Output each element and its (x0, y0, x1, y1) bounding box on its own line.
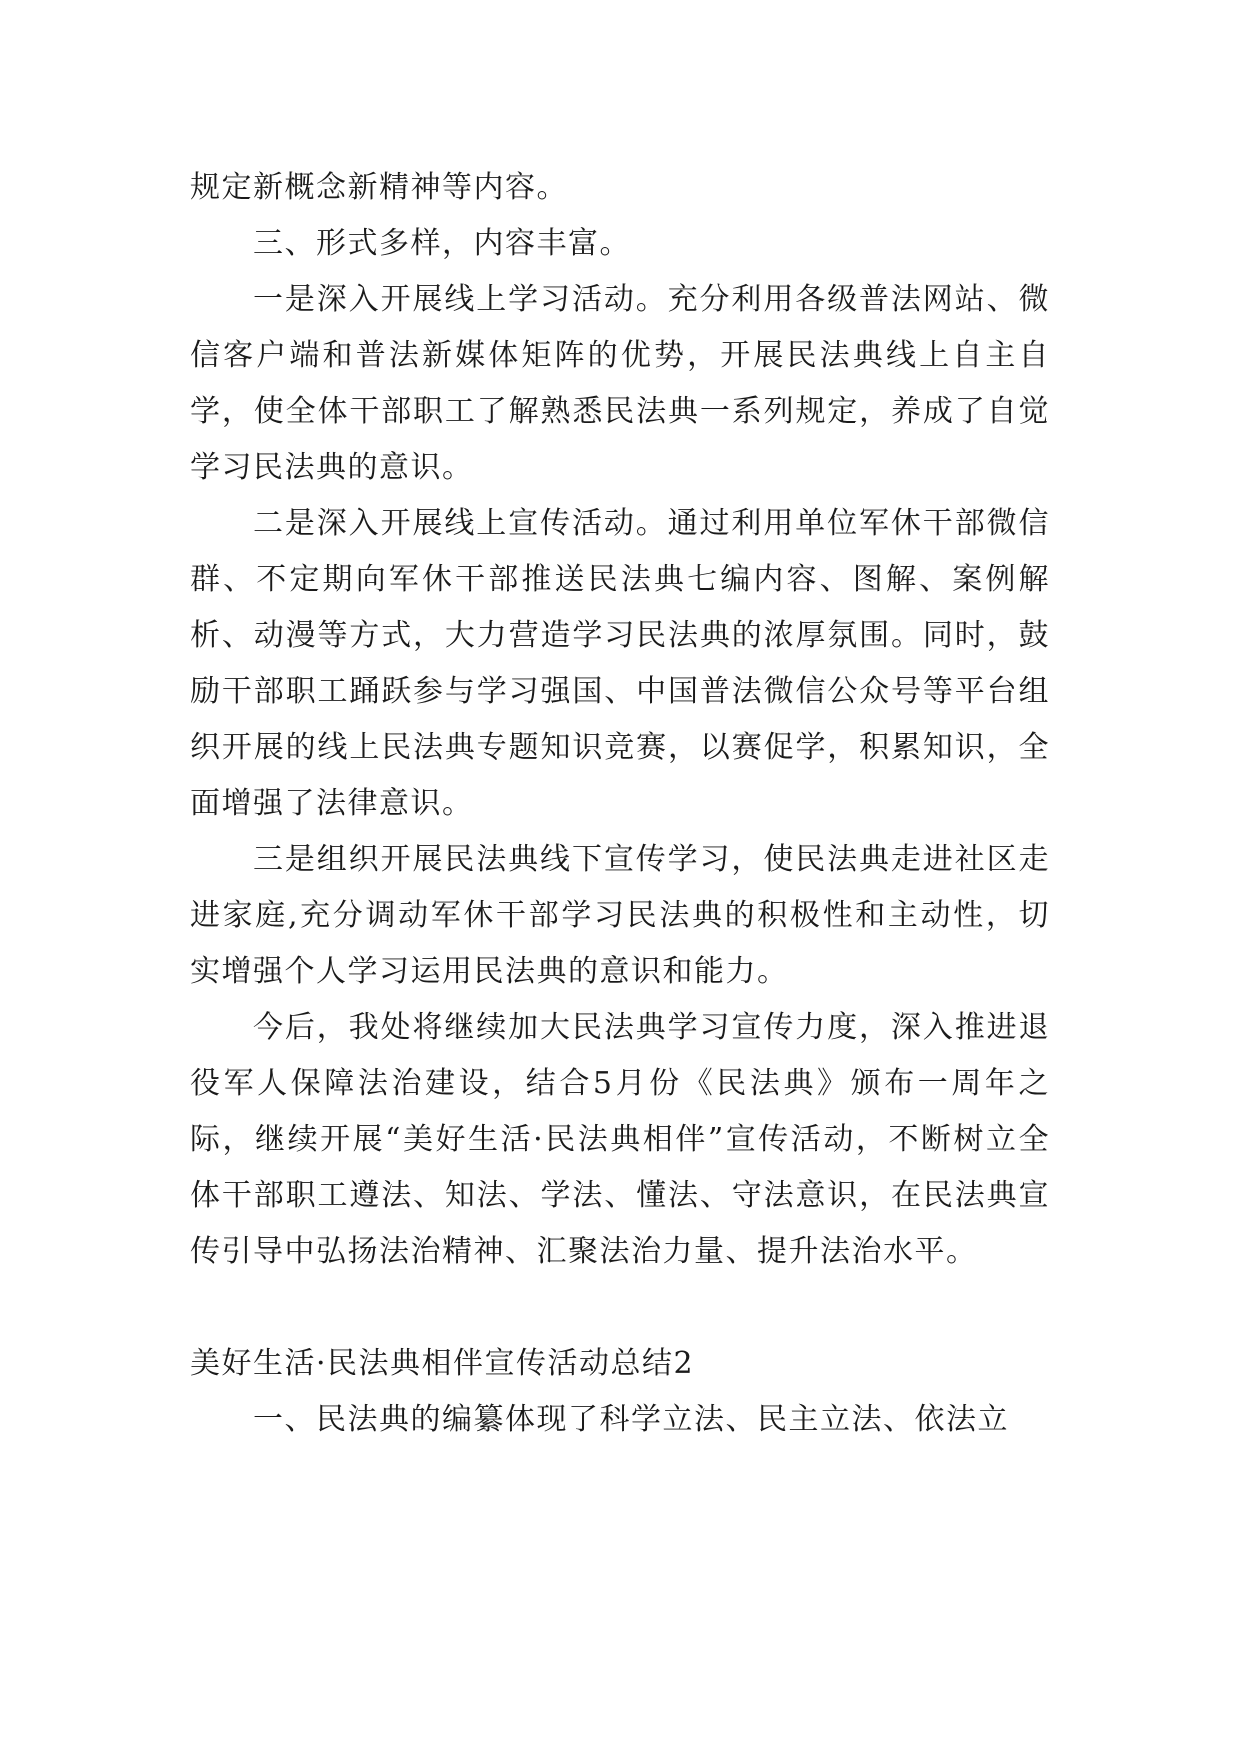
section-title: 美好生活·民法典相伴宣传活动总结2 (190, 1346, 695, 1381)
document-body (190, 160, 1050, 1448)
paragraph-online-study: 一是深入开展线上学习活动。充分利用各级普法网站、微信客户端和普法新媒体矩阵的优势，开展民法典线上自主自学，使全体干部职工了解熟悉民法典一系列规定，养成了自觉学习民法典的意识。 (190, 282, 1050, 485)
paragraph-continuation: 规定新概念新精神等内容。 (190, 170, 568, 205)
paragraph-section-start: 一、民法典的编纂体现了科学立法、民主立法、依法立 (253, 1402, 1009, 1437)
paragraph-online-promotion: 二是深入开展线上宣传活动。通过利用单位军休干部微信群、不定期向军休干部推送民法典七编内容、图解、案例解析、动漫等方式，大力营造学习民法典的浓厚氛围。同时，鼓励干部职工踊跃参与学习强国、中国普法微信公众号等平台组织开展的线上民法典专题知识竞赛，以赛促学，积累知识，全面增强了法律意识。 (190, 506, 1050, 821)
section-heading-forms: 三、形式多样，内容丰富。 (253, 226, 631, 261)
paragraph-future-plans: 今后，我处将继续加大民法典学习宣传力度，深入推进退役军人保障法治建设，结合5月份《民法典》颁布一周年之际，继续开展“美好生活·民法典相伴”宣传活动，不断树立全体干部职工遵法、知法、学法、懂法、守法意识，在民法典宣传引导中弘扬法治精神、汇聚法治力量、提升法治水平。 (190, 1010, 1050, 1269)
paragraph-offline-promotion: 三是组织开展民法典线下宣传学习，使民法典走进社区走进家庭,充分调动军休干部学习民法典的积极性和主动性，切实增强个人学习运用民法典的意识和能力。 (190, 842, 1050, 989)
